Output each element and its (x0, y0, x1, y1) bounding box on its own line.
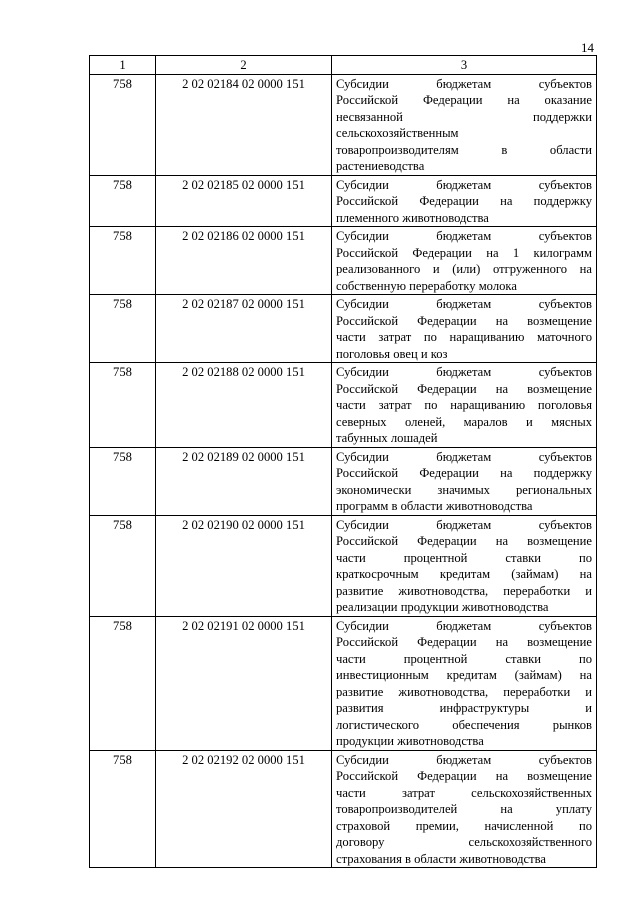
table-row (90, 447, 597, 515)
description-line: Российской Федерации на 1 килограмм (336, 245, 592, 260)
description-cell (332, 363, 597, 448)
admin-code-cell: 758 (90, 750, 156, 868)
budget-code-cell: 2 02 02188 02 0000 151 (156, 363, 332, 448)
budget-code-cell: 2 02 02186 02 0000 151 (156, 227, 332, 295)
description-line: поголовья овец и коз (336, 346, 448, 361)
description-line: развитие животноводства, переработки и (336, 583, 592, 598)
header-row (90, 56, 597, 75)
admin-code-cell: 758 (90, 74, 156, 175)
description-line: экономически значимых региональных (336, 482, 592, 497)
budget-code-cell: 2 02 02191 02 0000 151 (156, 616, 332, 750)
description-line: Субсидии бюджетам субъектов (336, 76, 592, 91)
table-row (90, 74, 597, 175)
description-line: сельскохозяйственным (336, 126, 459, 140)
description-line: северных оленей, маралов и мясных (336, 414, 592, 429)
table-row (90, 295, 597, 363)
budget-classification-table (89, 55, 597, 868)
description-line: страхования в области животноводства (336, 851, 547, 866)
page-number: 14 (581, 40, 594, 55)
description-line: части затрат по наращиванию маточного (336, 330, 592, 344)
description-cell (332, 227, 597, 295)
description-line: Субсидии бюджетам субъектов (336, 365, 592, 379)
table-row (90, 616, 597, 750)
description-cell (332, 750, 597, 868)
budget-code-cell: 2 02 02185 02 0000 151 (156, 175, 332, 227)
admin-code-cell: 758 (90, 616, 156, 750)
description-line: части затрат сельскохозяйственных (336, 785, 592, 800)
admin-code-cell: 758 (90, 447, 156, 515)
description-line: Субсидии бюджетам субъектов (336, 297, 592, 311)
description-line: племенного животноводства (336, 210, 489, 225)
description-line: договору сельскохозяйственного (336, 835, 592, 849)
budget-code-cell: 2 02 02187 02 0000 151 (156, 295, 332, 363)
table-row (90, 227, 597, 295)
description-cell (332, 515, 597, 616)
description-line: Российской Федерации на возмещение (336, 313, 592, 328)
description-line: табунных лошадей (336, 431, 438, 445)
description-line: продукции животноводства (336, 734, 484, 748)
description-line: несвязанной поддержки (336, 109, 592, 124)
description-line: части процентной ставки по (336, 651, 592, 666)
table-row (90, 515, 597, 616)
description-cell (332, 295, 597, 363)
description-line: товаропроизводителей на уплату (336, 802, 592, 816)
table-row (90, 750, 597, 868)
description-cell (332, 447, 597, 515)
description-cell (332, 616, 597, 750)
admin-code-cell: 758 (90, 363, 156, 448)
description-line: Российской Федерации на поддержку (336, 466, 592, 480)
column-header-1: 1 (90, 56, 156, 75)
description-line: Российской Федерации на возмещение (336, 769, 592, 783)
admin-code-cell: 758 (90, 295, 156, 363)
description-line: Российской Федерации на поддержку (336, 194, 592, 208)
description-line: реализации продукции животноводства (336, 600, 549, 614)
description-line: логистического обеспечения рынков (336, 717, 592, 732)
description-line: Субсидии бюджетам субъектов (336, 618, 592, 633)
description-line: реализованного и (или) отгруженного на (336, 262, 592, 276)
admin-code-cell: 758 (90, 227, 156, 295)
budget-code-cell: 2 02 02192 02 0000 151 (156, 750, 332, 868)
description-line: Российской Федерации на возмещение (336, 381, 592, 396)
description-line: товаропроизводителям в области (336, 142, 592, 157)
description-line: Субсидии бюджетам субъектов (336, 449, 592, 464)
description-line: Субсидии бюджетам субъектов (336, 177, 592, 192)
description-line: Субсидии бюджетам субъектов (336, 229, 592, 243)
description-line: собственную переработку молока (336, 278, 517, 293)
admin-code-cell: 758 (90, 515, 156, 616)
description-line: Субсидии бюджетам субъектов (336, 517, 592, 532)
description-line: Российской Федерации на возмещение (336, 534, 592, 548)
description-cell (332, 175, 597, 227)
description-line: Российской Федерации на возмещение (336, 635, 592, 649)
description-line: Российской Федерации на оказание (336, 93, 592, 107)
description-line: развития инфраструктуры и (336, 701, 592, 715)
description-line: развитие животноводства, переработки и (336, 684, 592, 699)
description-line: страховой премии, начисленной по (336, 818, 592, 833)
table-row (90, 363, 597, 448)
budget-code-cell: 2 02 02189 02 0000 151 (156, 447, 332, 515)
column-header-2: 2 (156, 56, 332, 75)
description-line: растениеводства (336, 159, 425, 173)
description-line: краткосрочным кредитам (займам) на (336, 567, 592, 581)
column-header-3: 3 (332, 56, 597, 75)
description-line: части процентной ставки по (336, 550, 592, 565)
budget-code-cell: 2 02 02184 02 0000 151 (156, 74, 332, 175)
description-line: Субсидии бюджетам субъектов (336, 752, 592, 767)
table-row (90, 175, 597, 227)
description-line: программ в области животноводства (336, 499, 533, 513)
description-cell (332, 74, 597, 175)
description-line: инвестиционным кредитам (займам) на (336, 668, 592, 682)
budget-code-cell: 2 02 02190 02 0000 151 (156, 515, 332, 616)
admin-code-cell: 758 (90, 175, 156, 227)
description-line: части затрат по наращиванию поголовья (336, 398, 592, 412)
